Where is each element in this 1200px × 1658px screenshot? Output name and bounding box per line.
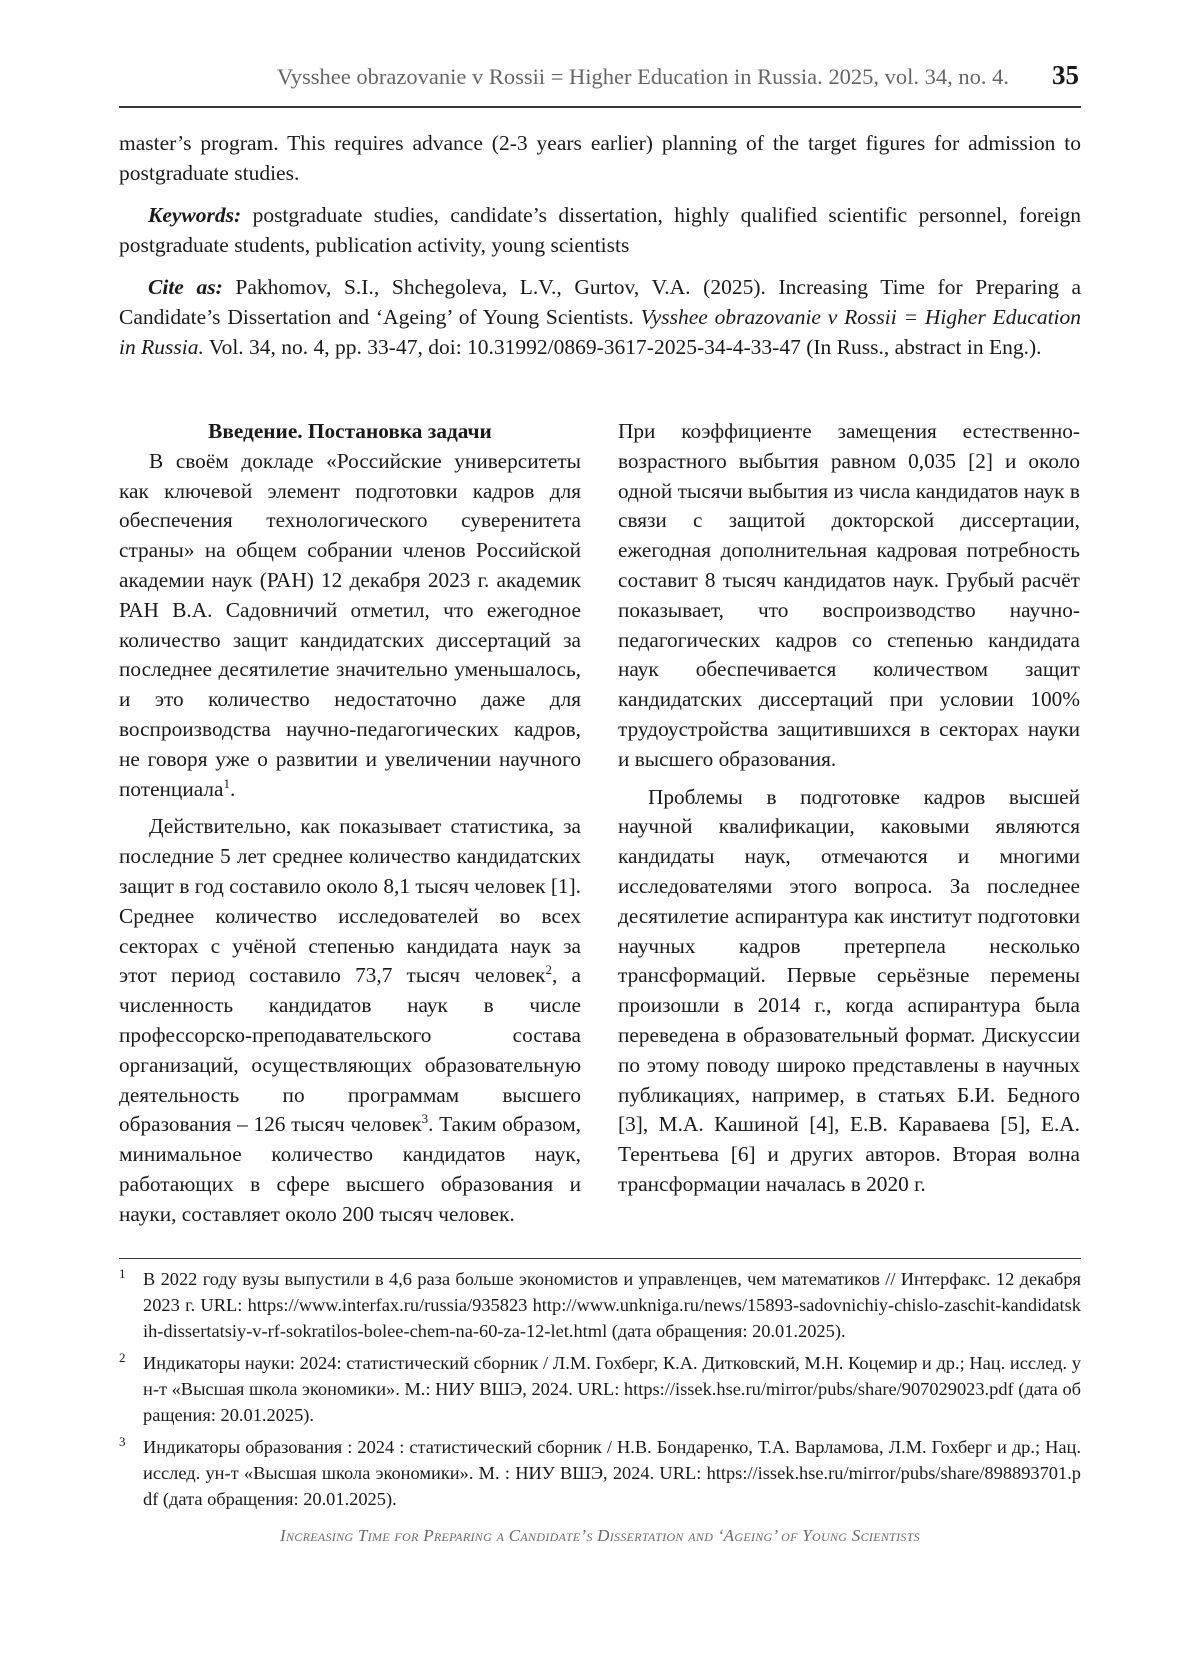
right-column [618, 417, 1080, 1208]
footnote-number: 1 [119, 1266, 126, 1281]
keywords-label: Keywords: [148, 203, 242, 227]
footnote-ref-2[interactable]: 2 [545, 962, 553, 978]
footnote-divider [119, 1258, 1081, 1259]
cite-text-1: Pakhomov, S.I., Shchegoleva, L.V., Gurtov, V.A. (2025). Increasing Time for Preparing a Candidate’s Dissertation and ‘Ageing’ of Young Scientists. [119, 275, 1082, 329]
paragraph-3: При коэффициенте замещения естественно-возрастного выбытия равном 0,035 [2] и около одной тысячи выбытия из числа кандидатов наук в связи с защитой докторской диссертации, ежегодная дополнительная кадровая потребность составит 8 тысяч кандидатов наук. Грубый расчёт показывает, что воспроизводство научно-педагогических кадров со степенью кандидата наук обеспечивается количеством защит кандидатских диссертаций при условии 100% трудоустройства защитившихся в секторах науки и высшего образования. [618, 419, 1080, 771]
paragraph-1: В своём докладе «Российские университеты как ключевой элемент подготовки кадров для обеспечения технологического суверенитета страны» на общем собрании членов Российской академии наук (РАН) 12 декабря 2023 г. академик РАН В.А. Садовничий отметил, что ежегодное количество защит кандидатских диссертаций за последнее десятилетие значительно уменьшалось, и это количество недостаточно даже для воспроизводства научно-педагогических кадров, не говоря уже о развитии и увеличении научного потенциала$^1$. [119, 448, 581, 801]
page-number: 35 [1052, 60, 1079, 90]
citation-paragraph [119, 272, 1081, 362]
cite-text-2: Vol. 34, no. 4, pp. 33-47, doi: 10.31992/0869-3617-2025-34-4-33-47 (In Russ., abstract in Eng.). [208, 335, 1042, 359]
journal-title: Vysshee obrazovanie v Rossii = Higher Education in Russia. 2025, vol. 34, no. 4. [277, 64, 1009, 89]
abstract-block [119, 128, 1081, 374]
footnote-ref-3[interactable]: 3 [421, 1111, 429, 1127]
left-column [119, 417, 581, 1238]
paragraph-2: Действительно, как показывает статистика, за последние 5 лет среднее количество кандидатских защит в год составило около 8,1 тысяч человек [1]. Среднее количество исследователей во всех секторах с учёной степенью кандидата наук за этот период составило 73,7 тысяч человек$^2$, а численность кандидатов наук в числе профессорско-преподавательского состава организаций, осуществляющих образовательную деятельность по программам высшего образования – 126 тысяч человек$^3$. Таким образом, минимальное количество кандидатов наук, работающих в сфере высшего образования и науки, составляет около 200 тысяч человек. [119, 814, 582, 1226]
section-title: Введение. Постановка задачи [208, 419, 492, 443]
footnote-3 [119, 1434, 1081, 1512]
footnote-ref-1[interactable]: 1 [223, 775, 230, 791]
running-header [119, 58, 1081, 108]
footnote-text: Индикаторы образования : 2024 : статистический сборник / Н.В. Бондаренко, Т.А. Варламова, Л.М. Гохберг и др.; Нац. исслед. ун-т «Высшая школа экономики». М. : НИУ ВШЭ, 2024. URL: https://issek.hse.ru/mirror/pubs/share/898893701.pdf (дата обращения: 20.01.2025). [143, 1437, 1081, 1509]
footnote-1 [119, 1266, 1081, 1344]
keywords-paragraph [119, 200, 1081, 260]
footnote-text: В 2022 году вузы выпустили в 4,6 раза больше экономистов и управленцев, чем математиков // Интерфакс. 12 декабря 2023 г. URL: https://www.interfax.ru/russia/935823 http://www.unkniga.ru/news/15893-sadovnichiy-chislo-zaschit-kandidatskih-dissertatsiy-v-rf-sokratilos-bolee-chem-na-60-za-12-let.html (дата обращения: 20.01.2025). [143, 1269, 1081, 1341]
footnote-2 [119, 1350, 1081, 1428]
footnote-text: Индикаторы науки: 2024: статистический сборник / Л.М. Гохберг, К.А. Дитковский, М.Н. Коцемир и др.; Нац. исслед. ун-т «Высшая школа экономики». М.: НИУ ВШЭ, 2024. URL: https://issek.hse.ru/mirror/pubs/share/907029023.pdf (дата обращения: 20.01.2025). [143, 1353, 1081, 1425]
footnote-number: 3 [119, 1434, 126, 1449]
running-footer: Increasing Time for Preparing a Candidate’s Dissertation and ‘Ageing’ of Young Scientists [280, 1526, 920, 1545]
footnote-number: 2 [119, 1350, 126, 1365]
keywords-text: postgraduate studies, candidate’s dissertation, highly qualified scientific personnel, foreign postgraduate students, publication activity, young scientists [119, 203, 1081, 257]
abstract-continuation: master’s program. This requires advance (2-3 years earlier) planning of the target figures for admission to postgraduate studies. [119, 131, 1081, 185]
footnotes [119, 1266, 1081, 1518]
cite-label: Cite as: [148, 275, 223, 299]
cite-journal: Vysshee obrazovanie v Rossii = Higher Education in Russia. [119, 305, 1082, 359]
paragraph-4: Проблемы в подготовке кадров высшей научной квалификации, каковыми являются кандидаты наук, отмечаются и многими исследователями этого вопроса. За последнее десятилетие аспирантура как институт подготовки научных кадров претерпела несколько трансформаций. Первые серьёзные перемены произошли в 2014 г., когда аспирантура была переведена в образовательный формат. Дискуссии по этому поводу широко представлены в научных публикациях, например, в статьях Б.И. Бедного [3], М.А. Кашиной [4], Е.В. Караваева [5], Е.А. Терентьева [6] и других авторов. Вторая волна трансформации началась в 2020 г. [618, 784, 1080, 1196]
